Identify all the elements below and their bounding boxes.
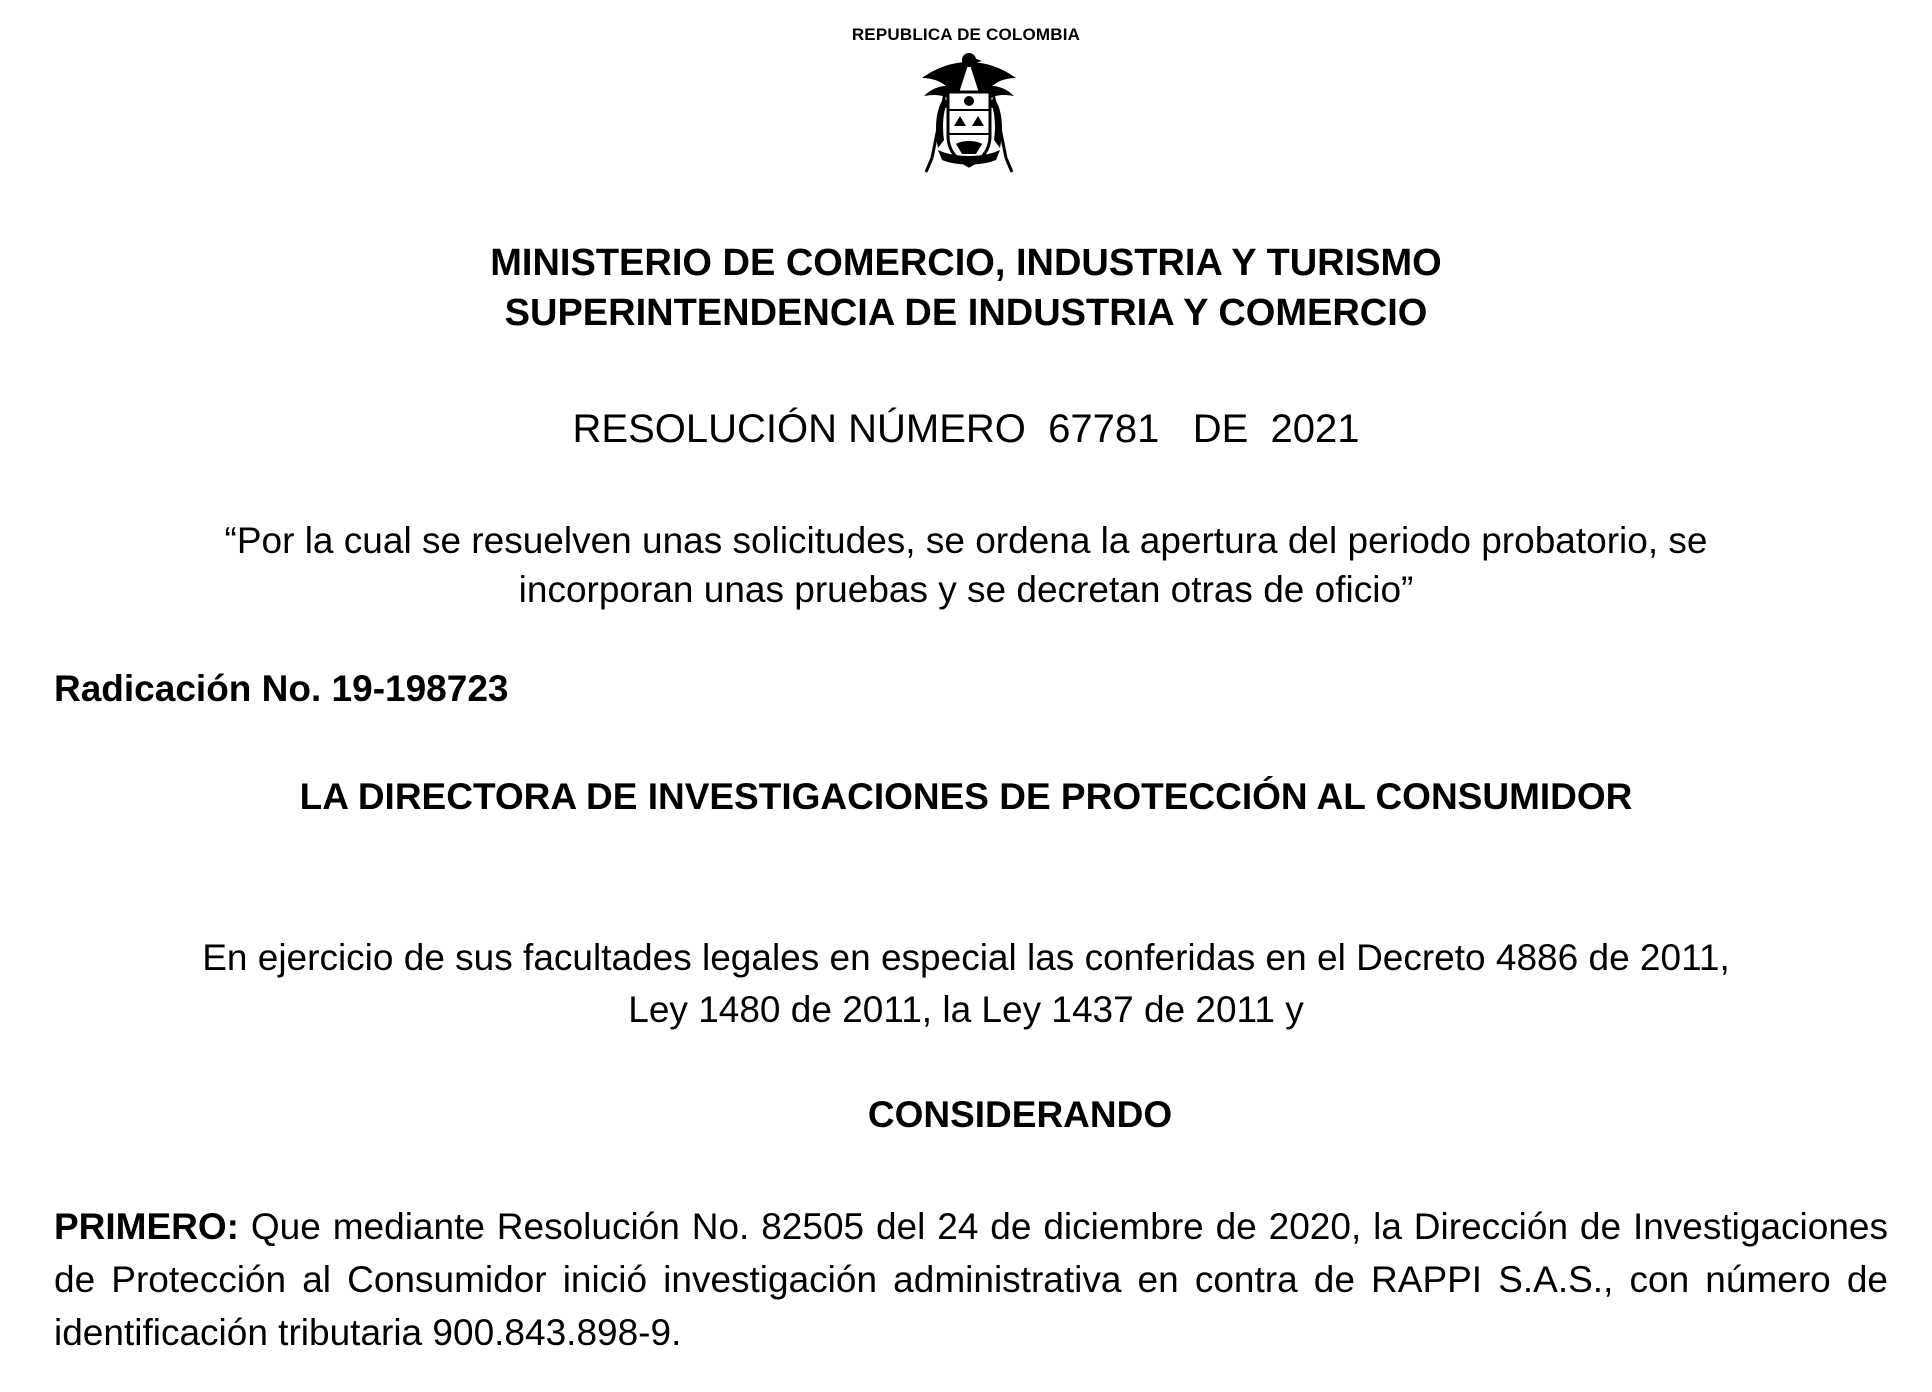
powers-line: Ley 1480 de 2011, la Ley 1437 de 2011 y (628, 989, 1304, 1030)
subject-line: incorporan unas pruebas y se decretan otras de oficio” (518, 569, 1414, 610)
filing-number: Radicación No. 19-198723 (54, 668, 509, 709)
considerando-heading: CONSIDERANDO (867, 1094, 1173, 1135)
legal-powers-paragraph (40, 932, 1892, 1036)
director-title: LA DIRECTORA DE INVESTIGACIONES DE PROTECCIÓN AL CONSUMIDOR (299, 776, 1633, 817)
primero-text: Que mediante Resolución No. 82505 del 24 de diciembre de 2020, la Dirección de Investigaciones de Protección al Consumidor inició investigación administrativa en contra de RAPPI S.A.S., con número de identificación tributaria 900.843.898-9. (54, 1206, 1888, 1353)
resolution-title: RESOLUCIÓN NÚMERO 67781 DE 2021 (572, 407, 1360, 451)
subject-line: “Por la cual se resuelven unas solicitudes, se ordena la apertura del periodo probatorio, se (224, 520, 1708, 561)
powers-line: En ejercicio de sus facultades legales en especial las conferidas en el Decreto 4886 de 2011, (202, 937, 1730, 978)
primero-paragraph (54, 1200, 1888, 1359)
colombia-coat-of-arms-icon (910, 48, 1028, 176)
ministry-heading (0, 238, 1932, 338)
country-heading: REPUBLICA DE COLOMBIA (851, 25, 1081, 44)
ministry-line: MINISTERIO DE COMERCIO, INDUSTRIA Y TURISMO (490, 242, 1442, 284)
resolution-subject (40, 516, 1892, 614)
superintendence-line: SUPERINTENDENCIA DE INDUSTRIA Y COMERCIO (504, 292, 1428, 334)
primero-label: PRIMERO: (54, 1206, 239, 1247)
